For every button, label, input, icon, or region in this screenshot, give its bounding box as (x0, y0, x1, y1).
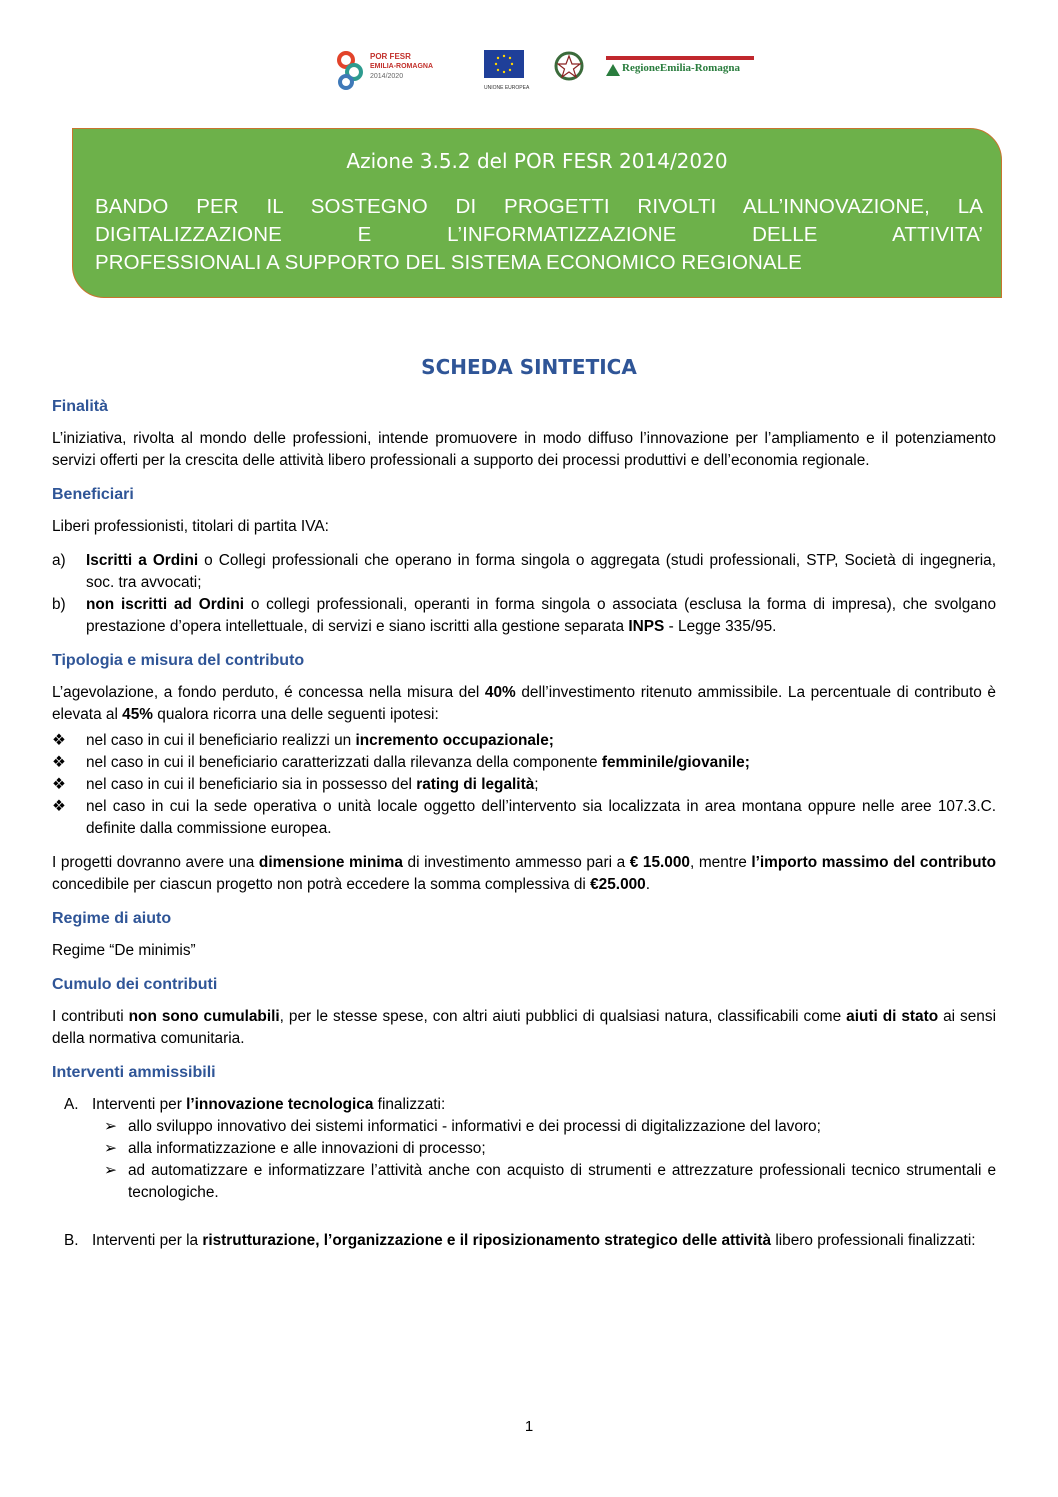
list-marker: b) (52, 596, 66, 613)
section-heading-tipologia: Tipologia e misura del contributo (52, 652, 305, 669)
ipotesi-list (52, 730, 996, 840)
interventi-list (52, 1094, 996, 1252)
italy-emblem-logo (554, 50, 586, 86)
list-item: ➢ ad automatizzare e informatizzare l’attività anche con acquisto di strumenti e attrezzature professionali tecnico strumentali e tecnologiche. (104, 1162, 996, 1201)
tipologia-text: L’agevolazione, a fondo perduto, é concessa nella misura del 40% dell’investimento ritenuto ammissibile. La percentuale di contributo è elevata al 45% qualora ricorra una delle seguenti ipotesi: (52, 684, 996, 723)
section-heading-regime: Regime di aiuto (52, 910, 172, 927)
list-item: ❖ nel caso in cui il beneficiario realizzi un incremento occupazionale; (52, 730, 996, 752)
dimensione-text: I progetti dovranno avere una dimensione minima di investimento ammesso pari a € 15.000, mentre l’importo massimo del contributo concedibile per ciascun progetto non potrà eccedere la somma complessiva di €25.000. (52, 854, 996, 893)
list-item: ❖ nel caso in cui il beneficiario caratterizzati dalla rilevanza della componente femminile/giovanile; (52, 752, 996, 774)
por-fesr-logo-text-2: EMILIA-ROMAGNA (370, 63, 433, 70)
title-banner (72, 128, 1002, 298)
regione-label: RegioneEmilia-Romagna (622, 62, 740, 74)
beneficiari-list (52, 550, 996, 638)
list-item: ❖ nel caso in cui il beneficiario sia in possesso del rating di legalità; (52, 774, 996, 796)
bullet-icon: ❖ (52, 776, 66, 793)
beneficiari-intro: Liberi professionisti, titolari di partita IVA: (52, 518, 329, 535)
regime-text: Regime “De minimis” (52, 942, 196, 959)
por-fesr-logo-text-1: POR FESR (370, 52, 411, 61)
list-item: a) Iscritti a Ordini o Collegi professionali che operano in forma singola o aggregata (studi professionali, STP, Società di ingegneria, soc. tra avvocati; (52, 552, 996, 591)
arrow-icon: ➢ (104, 1140, 117, 1157)
arrow-icon: ➢ (104, 1162, 117, 1179)
bullet-icon: ❖ (52, 798, 66, 815)
list-item: ➢ alla informatizzazione e alle innovazioni di processo; (104, 1138, 996, 1160)
interventi-a-sublist (64, 1116, 996, 1204)
bullet-icon: ❖ (52, 732, 66, 749)
list-item: b) non iscritti ad Ordini o collegi professionali, operanti in forma singola o associata (esclusa la forma di impresa), che svolgano prestazione d’opera intellettuale, di servizi e siano iscritti alla gestione separata INPS - Legge 335/95. (52, 596, 997, 635)
arrow-icon: ➢ (104, 1118, 117, 1135)
cumulo-text: I contributi non sono cumulabili, per le stesse spese, con altri aiuti pubblici di qualsiasi natura, classificabili come aiuti di stato ai sensi della normativa comunitaria. (52, 1008, 996, 1047)
finalita-text: L’iniziativa, rivolta al mondo delle professioni, intende promuovere in modo diffuso l’innovazione per l’ampliamento e il potenziamento servizi offerti per la crescita delle attività libero professionali a supporto dei processi produttivi e dell’economia regionale. (52, 430, 996, 469)
document-body (52, 396, 996, 1252)
list-marker: A. (64, 1096, 79, 1113)
main-heading: SCHEDA SINTETICA (421, 355, 637, 379)
eu-caption: UNIONE EUROPEA (484, 85, 530, 91)
bullet-icon: ❖ (52, 754, 66, 771)
page-number: 1 (524, 1418, 534, 1435)
list-marker: B. (64, 1232, 79, 1249)
por-fesr-logo (334, 48, 454, 92)
header-logos (334, 46, 754, 94)
section-heading-interventi: Interventi ammissibili (52, 1064, 216, 1081)
section-heading-cumulo: Cumulo dei contributi (52, 976, 218, 993)
banner-subtitle-line: BANDO PER IL SOSTEGNO DI PROGETTI RIVOLTI ALL’INNOVAZIONE, LA (95, 195, 983, 218)
banner-title: Azione 3.5.2 del POR FESR 2014/2020 (346, 149, 728, 173)
section-heading-finalita: Finalità (52, 398, 109, 415)
list-item: ❖ nel caso in cui la sede operativa o unità locale oggetto dell’intervento sia localizzata in area montana oppure nelle aree 107.3.C. definite dalla commissione europea. (52, 798, 996, 837)
eu-flag-logo (484, 50, 536, 92)
section-heading-beneficiari: Beneficiari (52, 486, 134, 503)
list-item: A. Interventi per l’innovazione tecnologica finalizzati: (64, 1094, 996, 1116)
por-fesr-logo-text-3: 2014/2020 (370, 73, 404, 80)
banner-subtitle-line: PROFESSIONALI A SUPPORTO DEL SISTEMA ECONOMICO REGIONALE (95, 251, 802, 274)
banner-subtitle (95, 193, 983, 277)
list-marker: a) (52, 552, 66, 569)
regione-emilia-romagna-logo (606, 56, 754, 78)
list-item: B. Interventi per la ristrutturazione, l’organizzazione e il riposizionamento strategico delle attività libero professionali finalizzati: (64, 1230, 996, 1252)
list-item: ➢ allo sviluppo innovativo dei sistemi informatici - informativi e dei processi di digitalizzazione del lavoro; (104, 1116, 996, 1138)
banner-subtitle-line: DIGITALIZZAZIONE E L’INFORMATIZZAZIONE DELLE ATTIVITA’ (95, 223, 983, 246)
